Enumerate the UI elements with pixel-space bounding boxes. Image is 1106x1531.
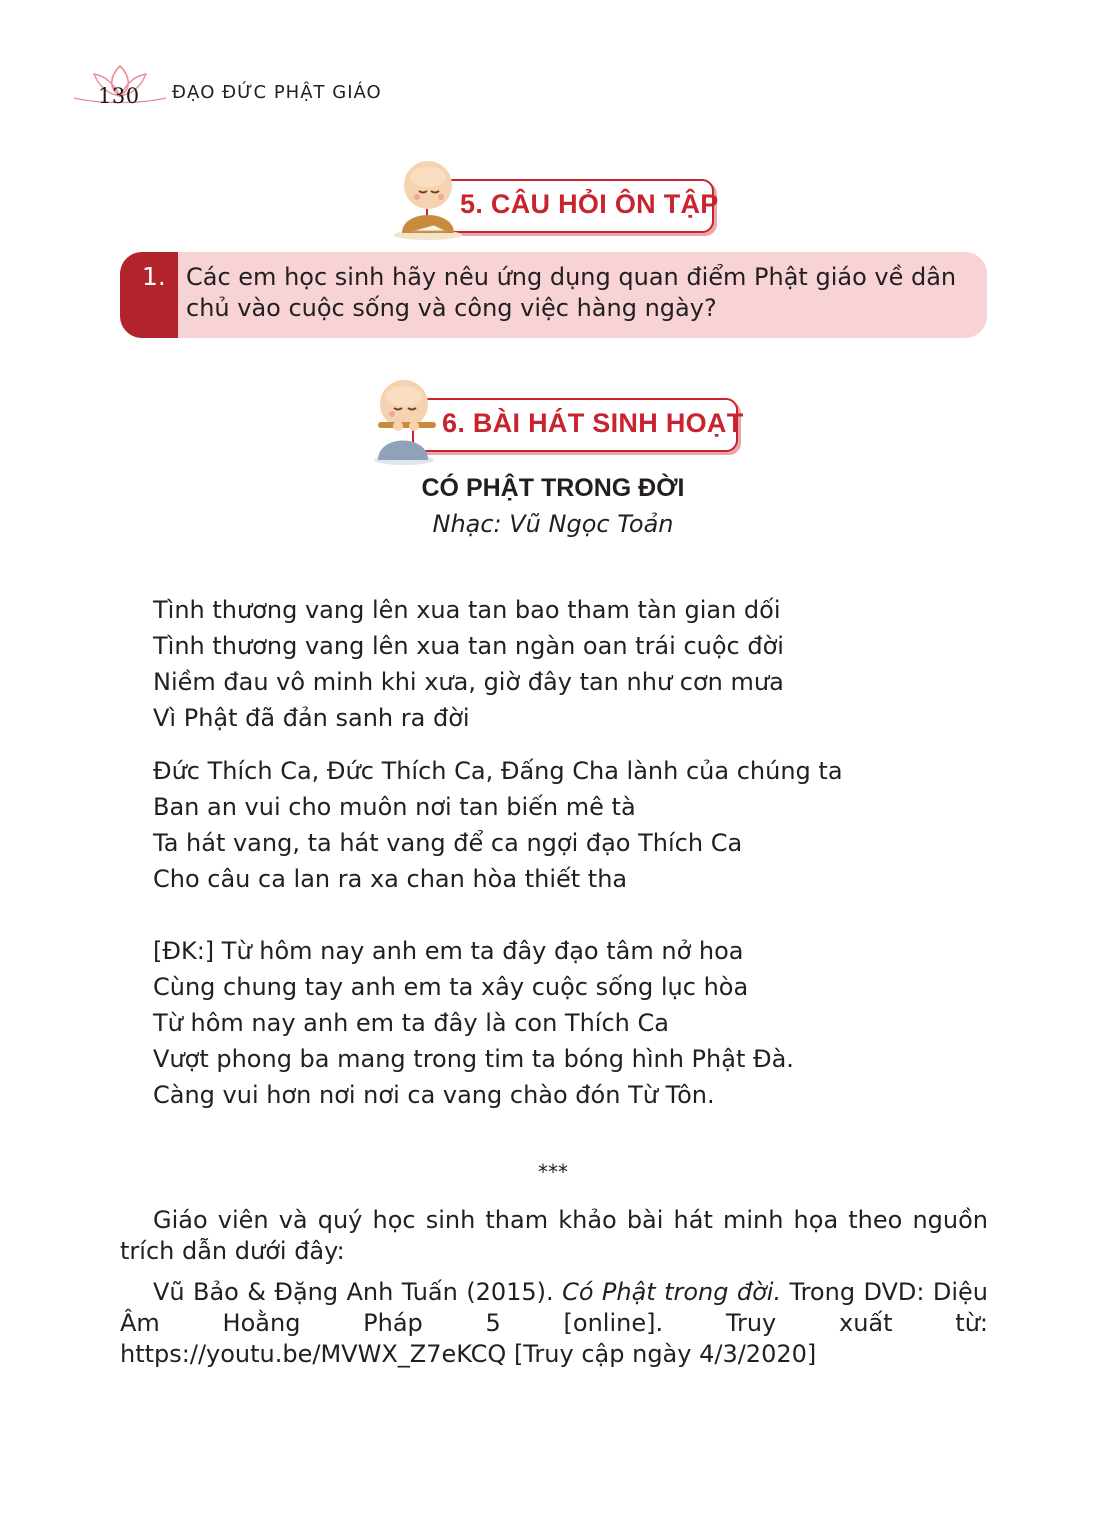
- reference-citation: [120, 1277, 988, 1370]
- lyric-line: Cho câu ca lan ra xa chan hòa thiết tha: [153, 865, 628, 893]
- question-text: Các em học sinh hãy nêu ứng dụng quan điểm Phật giáo về dân chủ vào cuộc sống và công việc hàng ngày?: [186, 263, 957, 322]
- section-5-heading: [388, 155, 718, 240]
- review-question-box: [120, 252, 987, 338]
- song-composer: Nhạc: Vũ Ngọc Toản: [432, 510, 674, 538]
- lyric-line: Tình thương vang lên xua tan ngàn oan trái cuộc đời: [153, 632, 784, 660]
- section-6-title: 6. BÀI HÁT SINH HOẠT: [442, 408, 744, 438]
- citation-title: Có Phật trong đời.: [562, 1278, 782, 1306]
- question-number: 1.: [142, 262, 166, 291]
- monk-flute-icon: [368, 372, 448, 467]
- lyric-line: Tình thương vang lên xua tan bao tham tàn gian dối: [153, 596, 781, 624]
- section-6-heading: [368, 372, 744, 467]
- chorus: [153, 933, 794, 1113]
- lyric-line: Cùng chung tay anh em ta xây cuộc sống lục hòa: [153, 973, 749, 1001]
- question-number-tab: [120, 252, 178, 338]
- lyric-line: Vượt phong ba mang trong tim ta bóng hình Phật Đà.: [153, 1045, 794, 1073]
- lyric-line: Từ hôm nay anh em ta đây là con Thích Ca: [153, 1009, 669, 1037]
- lyric-line: [ĐK:] Từ hôm nay anh em ta đây đạo tâm nở hoa: [153, 937, 744, 965]
- verse-1: [153, 592, 784, 736]
- page-number: 130: [98, 84, 140, 108]
- section-separator: ***: [538, 1160, 568, 1184]
- reference-intro: Giáo viên và quý học sinh tham khảo bài hát minh họa theo nguồn trích dẫn dưới đây:: [120, 1206, 988, 1265]
- running-title: ĐẠO ĐỨC PHẬT GIÁO: [172, 82, 382, 103]
- lyric-line: Niềm đau vô minh khi xưa, giờ đây tan như cơn mưa: [153, 668, 784, 696]
- citation-authors: Vũ Bảo & Đặng Anh Tuấn (2015).: [153, 1278, 563, 1306]
- monk-reading-icon: [388, 155, 468, 240]
- page-header: [70, 60, 390, 120]
- verse-2: [153, 753, 843, 897]
- lyric-line: Càng vui hơn nơi nơi ca vang chào đón Từ Tôn.: [153, 1081, 715, 1109]
- lyric-line: Đức Thích Ca, Đức Thích Ca, Đấng Cha lành của chúng ta: [153, 757, 843, 785]
- section-5-title: 5. CÂU HỎI ÔN TẬP: [460, 189, 719, 219]
- lyric-line: Ban an vui cho muôn nơi tan biến mê tà: [153, 793, 636, 821]
- lyric-line: Ta hát vang, ta hát vang để ca ngợi đạo Thích Ca: [153, 829, 743, 857]
- citation-details: Trong DVD: Diệu Âm Hoằng Pháp 5 [online]. Truy xuất từ: https://youtu.be/MVWX_Z7eKCQ [Truy cập ngày 4/3/2020]: [120, 1278, 988, 1368]
- song-title: CÓ PHẬT TRONG ĐỜI: [421, 474, 685, 502]
- lyric-line: Vì Phật đã đản sanh ra đời: [153, 704, 470, 732]
